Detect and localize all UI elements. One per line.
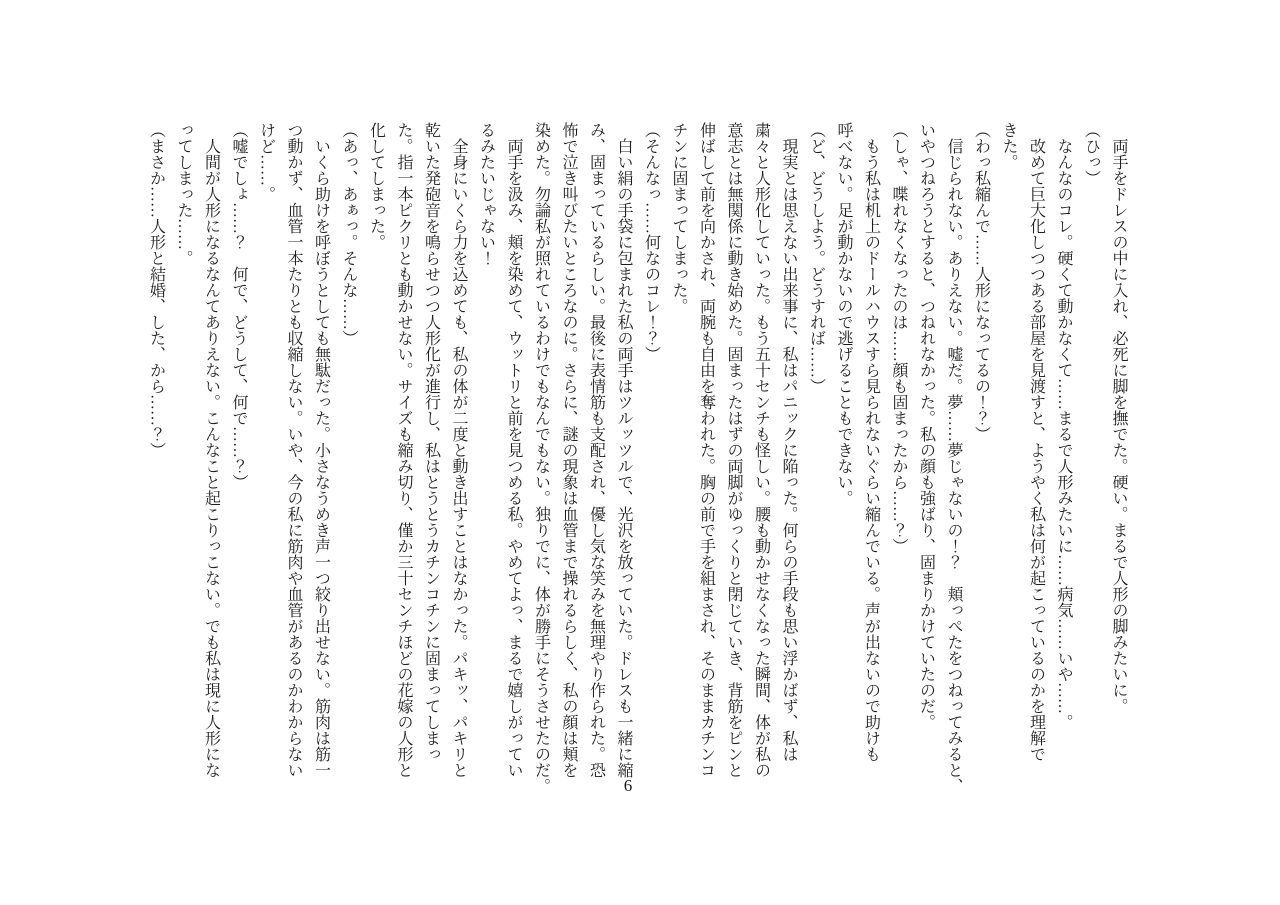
text-line: （嘘でしょ……？ 何で、どうして、何で……？）: [230, 122, 247, 490]
text-line: 両手をドレスの中に入れ、必死に脚を撫でた。硬い。まるで人形の脚みたいに。: [1110, 138, 1127, 714]
text-line: 両手を汲み、頬を染めて、ウットリと前を見つめる私。やめてよっ、まるで嬉しがってい: [505, 138, 522, 778]
text-line: けど……。: [257, 122, 275, 202]
text-line: ってしまった……。: [175, 122, 192, 266]
text-line: もう私は机上のドールハウスすら見られないぐらい縮んでいる。声が出ないので助けも: [862, 138, 880, 762]
text-line: （そんなっ……何なのコレ！？）: [642, 122, 660, 362]
text-line: 伸ばして前を向かされ、両腕も自由を奪われた。胸の前で手を組まされ、そのままカチンコ: [697, 122, 715, 778]
text-line: 呼べない。足が動かないので逃げることもできない。: [835, 122, 852, 506]
text-line: 粛々と人形化していった。もう五十センチも怪しい。腰も動かせなくなった瞬間、体が私の: [752, 122, 770, 778]
text-line: （わっ私縮んで……人形になってるの！？）: [972, 122, 990, 442]
text-line: 化してしまった。: [367, 122, 385, 250]
text-line: 現実とは思えない出来事に、私はパニックに陥った。何らの手段も思い浮かばず、私は: [780, 138, 797, 762]
text-line: （ひっ）: [1082, 122, 1100, 186]
text-line: 乾いた発砲音を鳴らせつつ人形化が進行し、私はとうとうカチンコチンに固まってしまっ: [422, 122, 440, 762]
text-line: 怖で泣き叫びたいところなのに。さらに、謎の現象は血管まで操れるらしく、私の顔は頬を: [560, 122, 577, 778]
text-line: （しゃ、喋れなくなったのは……顔も固まったから……？）: [890, 122, 907, 554]
text-line: チンに固まってしまった。: [670, 122, 687, 314]
text-line: つ動かず、血管一本たりとも収縮しない。いや、今の私に筋肉や血管があるのかわからない: [285, 122, 302, 778]
text-line: 染めた。勿論私が照れているわけでもなんでもない。独りでに、体が勝手にそうさせたのだ。: [532, 122, 550, 794]
text-line: み、固まっているらしい。最後に表情筋も支配され、優し気な笑みを無理やり作られた。恐: [587, 122, 605, 778]
page-number: 6: [623, 776, 633, 795]
text-line: 人間が人形になるなんてありえない。こんなこと起こりっこない。でも私は現に人形にな: [202, 138, 220, 778]
text-line: た。指一本ピクリとも動かせない。サイズも縮み切り、僅か三十センチほどの花嫁の人形と: [395, 122, 412, 778]
text-line: （ど、どうしよう。どうすれば……）: [807, 122, 825, 394]
text-line: いやつねろうとすると、つねれなかった。私の顔も強ばり、固まりかけていたのだ。: [917, 122, 935, 730]
text-line: 改めて巨大化しつつある部屋を見渡すと、ようやく私は何が起こっているのかを理解で: [1027, 138, 1045, 762]
text-line: （まさか……人形と結婚、した、から……？）: [147, 122, 165, 458]
text-line: （あっ、あぁっ。そんな……）: [340, 122, 357, 346]
text-line: 白い絹の手袋に包まれた私の両手はツルッツルで、光沢を放っていた。ドレスも一緒に縮: [615, 138, 632, 778]
text-line: 意志とは無関係に動き始めた。固まったはずの両脚がゆっくりと閉じていき、背筋をピンと: [725, 122, 742, 778]
text-line: きた。: [1000, 122, 1017, 170]
text-line: なんなのコレ。硬くて動かなくて……まるで人形みたいに……病気……いや……。: [1055, 138, 1072, 730]
text-line: 信じられない。ありえない。嘘だ。夢……夢じゃないの！？ 頬っぺたをつねってみると、: [945, 138, 962, 794]
text-line: 全身にいくら力を込めても、私の体が二度と動き出すことはなかった。パキッ、パキリと: [450, 138, 467, 778]
text-line: いくら助けを呼ぼうとしても無駄だった。小さなうめき声一つ絞り出せない。筋肉は筋一: [312, 138, 330, 778]
vertical-text-body: [142, 122, 1132, 800]
text-line: るみたいじゃない！: [477, 122, 495, 266]
